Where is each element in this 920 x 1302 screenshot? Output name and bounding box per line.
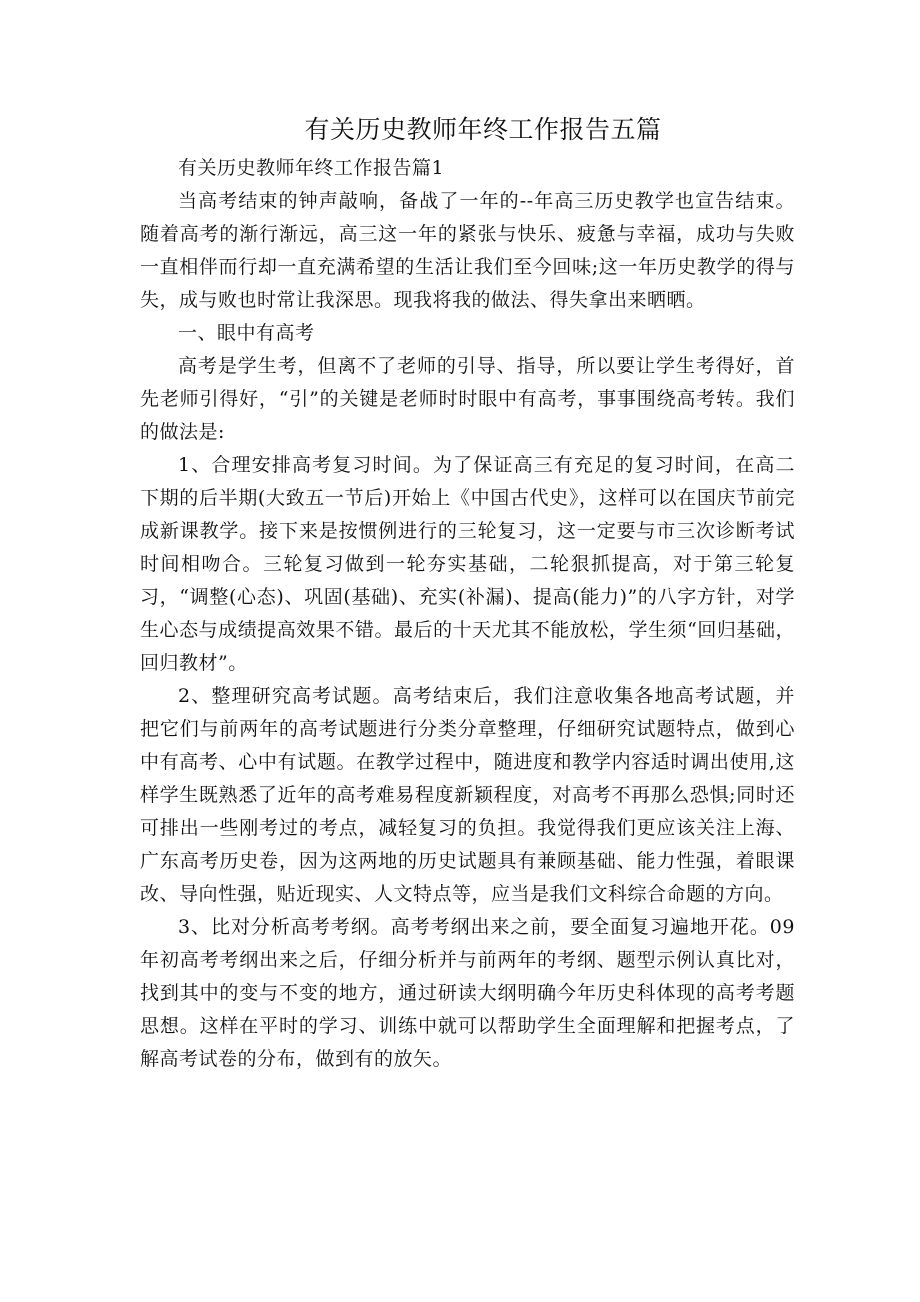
paragraph: 3、比对分析高考考纲。高考考纲出来之前，要全面复习遍地开花。09年初高考考纲出来之后，仔细分析并与前两年的考纲、题型示例认真比对，找到其中的变与不变的地方，通过研读大纲明确今年历史科体现的高考考题思想。这样在平时的学习、训练中就可以帮助学生全面理解和把握考点，了解高考试卷的分布，做到有的放矢。 xyxy=(140,916,795,1070)
document-body xyxy=(140,152,795,1076)
paragraph: 2、整理研究高考试题。高考结束后，我们注意收集各地高考试题，并把它们与前两年的高考试题进行分类分章整理，仔细研究试题特点，做到心中有高考、心中有试题。在教学过程中，随进度和教学内容适时调出使用,这样学生既熟悉了近年的高考难易程度新颖程度，对高考不再那么恐惧;同时还可排出一些刚考过的考点，减轻复习的负担。我觉得我们更应该关注上海、广东高考历史卷，因为这两地的历史试题具有兼顾基础、能力性强，着眼课改、导向性强，贴近现实、人文特点等，应当是我们文科综合命题的方向。 xyxy=(140,685,795,905)
paragraph: 高考是学生考，但离不了老师的引导、指导，所以要让学生考得好，首先老师引得好，“引”的关键是老师时时眼中有高考，事事围绕高考转。我们的做法是: xyxy=(140,355,795,443)
sub-heading: 一、眼中有高考 xyxy=(178,322,315,344)
paragraph: 当高考结束的钟声敲响，备战了一年的--年高三历史教学也宣告结束。随着高考的渐行渐远，高三这一年的紧张与快乐、疲惫与幸福，成功与失败一直相伴而行却一直充满希望的生活让我们至今回味;这一年历史教学的得与失，成与败也时常让我深思。现我将我的做法、得失拿出来晒晒。 xyxy=(140,190,795,311)
document-title: 有关历史教师年终工作报告五篇 xyxy=(304,115,662,144)
paragraph: 1、合理安排高考复习时间。为了保证高三有充足的复习时间，在高二下期的后半期(大致五一节后)开始上《中国古代史》，这样可以在国庆节前完成新课教学。接下来是按惯例进行的三轮复习，这一定要与市三次诊断考试时间相吻合。三轮复习做到一轮夯实基础，二轮狠抓提高，对于第三轮复习，“调整(心态)、巩固(基础)、充实(补漏)、提高(能力)”的八字方针，对学生心态与成绩提高效果不错。最后的十天尤其不能放松，学生须“回归基础，回归教材”。 xyxy=(140,454,795,674)
section-heading: 有关历史教师年终工作报告篇1 xyxy=(178,157,445,179)
